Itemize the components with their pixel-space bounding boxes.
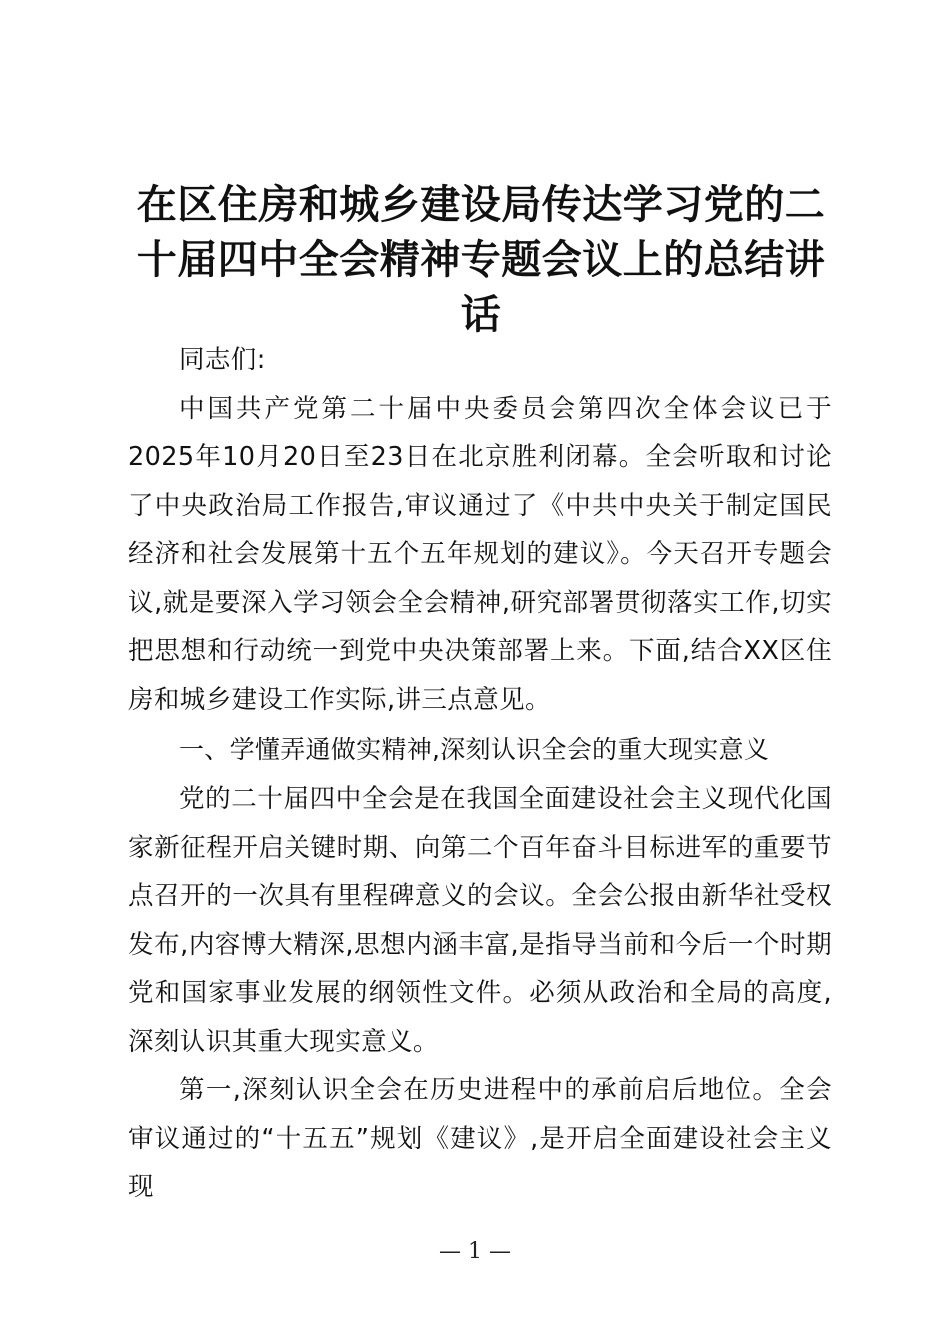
section-one-paragraph: 第一,深刻认识全会在历史进程中的承前启后地位。全会审议通过的“十五五”规划《建议》,是开启全面建设社会主义现 bbox=[128, 1075, 832, 1202]
section-heading-one: 一、学懂弄通做实精神,深刻认识全会的重大现实意义 bbox=[179, 735, 770, 764]
document-title: 在区住房和城乡建设局传达学习党的二十届四中全会精神专题会议上的总结讲话 bbox=[136, 182, 826, 338]
salutation: 同志们: bbox=[179, 345, 266, 375]
section-one-paragraph: 党的二十届四中全会是在我国全面建设社会主义现代化国家新征程开启关键时期、向第二个百年奋斗目标进军的重要节点召开的一次具有里程碑意义的会议。全会公报由新华社受权发布,内容博大精深,思想内涵丰富,是指导当前和今后一个时期党和国家事业发展的纲领性文件。必须从政治和全局的高度,深刻认识其重大现实意义。 bbox=[128, 784, 832, 1057]
intro-paragraph: 中国共产党第二十届中央委员会第四次全体会议已于2025年10月20日至23日在北京胜利闭幕。全会听取和讨论了中央政治局工作报告,审议通过了《中共中央关于制定国民经济和社会发展第十五个五年规划的建议》。今天召开专题会议,就是要深入学习领会全会精神,研究部署贯彻落实工作,切实把思想和行动统一到党中央决策部署上来。下面,结合XX区住房和城乡建设工作实际,讲三点意见。 bbox=[128, 393, 832, 715]
document-body bbox=[128, 336, 832, 1212]
page-number: — 1 — bbox=[439, 1239, 511, 1264]
